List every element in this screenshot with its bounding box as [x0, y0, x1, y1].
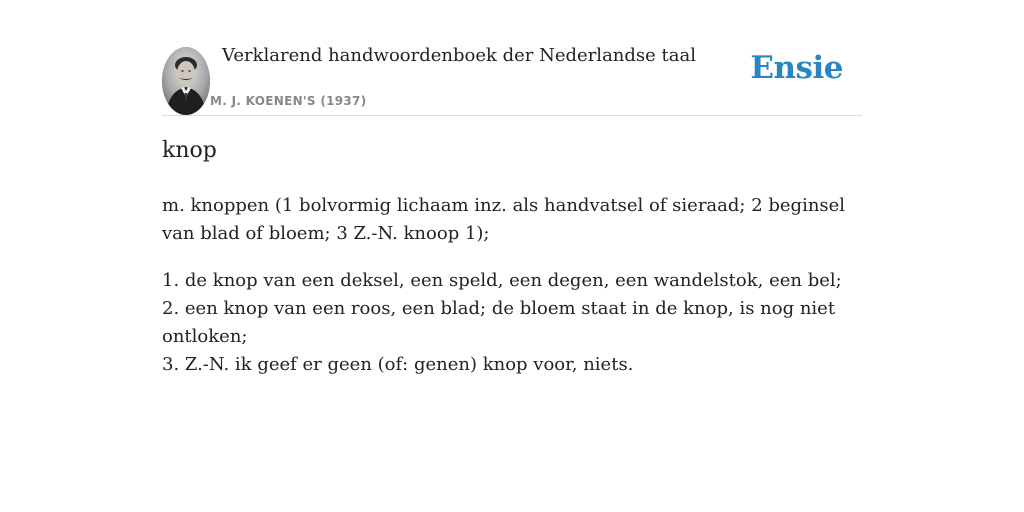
page [162, 0, 862, 512]
dictionary-title: Verklarend handwoordenboek der Nederlandse taal [222, 45, 696, 66]
sense-item: 3. Z.-N. ik geef er geen (of: genen) knop voor, niets. [162, 354, 634, 375]
ensie-logo-link[interactable]: Ensie [750, 50, 843, 86]
entry-headword: knop [162, 138, 217, 163]
sense-item: 2. een knop van een roos, een blad; de bloem staat in de knop, is nog niet ontloken; [162, 298, 836, 347]
entry-grammar: m. knoppen (1 bolvormig lichaam inz. als handvatsel of sieraad; 2 beginsel van blad of bloem; 3 Z.-N. knoop 1); [162, 195, 846, 244]
entry-senses [162, 267, 852, 379]
header [162, 0, 862, 116]
author-portrait [162, 47, 210, 115]
dictionary-subtitle: M. J. KOENEN'S (1937) [210, 94, 367, 108]
author-portrait-icon [162, 47, 210, 115]
sense-item: 1. de knop van een deksel, een speld, een degen, een wandelstok, een bel; [162, 270, 842, 291]
